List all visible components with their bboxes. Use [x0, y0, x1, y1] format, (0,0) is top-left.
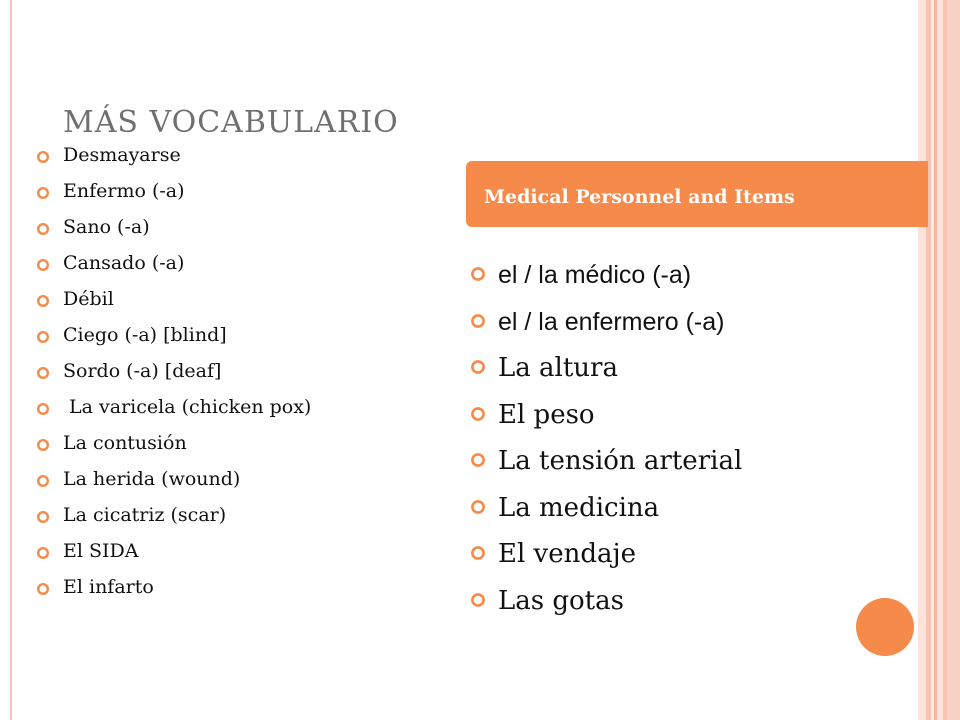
- list-item: Cansado (-a): [36, 248, 436, 284]
- list-item: el / la médico (-a): [470, 252, 920, 299]
- left-decor-line: [10, 0, 12, 720]
- ring-bullet-icon: [36, 222, 50, 236]
- list-item: Sordo (-a) [deaf]: [36, 356, 436, 392]
- ring-bullet-icon: [470, 545, 486, 561]
- ring-bullet-icon: [470, 313, 486, 329]
- list-item: Débil: [36, 284, 436, 320]
- list-item: El vendaje: [470, 531, 920, 578]
- ring-bullet-icon: [36, 258, 50, 272]
- ring-bullet-icon: [36, 366, 50, 380]
- ring-bullet-icon: [470, 359, 486, 375]
- list-item: La cicatriz (scar): [36, 500, 436, 536]
- ring-bullet-icon: [36, 294, 50, 308]
- ring-bullet-icon: [36, 474, 50, 488]
- ring-bullet-icon: [36, 186, 50, 200]
- ring-bullet-icon: [36, 582, 50, 596]
- list-item: La varicela (chicken pox): [36, 392, 436, 428]
- list-item: el / la enfermero (-a): [470, 299, 920, 346]
- ring-bullet-icon: [470, 499, 486, 515]
- ring-bullet-icon: [470, 452, 486, 468]
- list-item: La medicina: [470, 485, 920, 532]
- list-item: El SIDA: [36, 536, 436, 572]
- slide-title: MÁS VOCABULARIO: [63, 105, 399, 140]
- ring-bullet-icon: [470, 592, 486, 608]
- list-item: La tensión arterial: [470, 438, 920, 485]
- ring-bullet-icon: [36, 330, 50, 344]
- list-item: Enfermo (-a): [36, 176, 436, 212]
- right-vocab-list: [470, 252, 920, 624]
- list-item: El infarto: [36, 572, 436, 608]
- decorative-circle: [856, 598, 914, 656]
- section-header-bar: Medical Personnel and Items: [466, 161, 928, 227]
- list-item: Desmayarse: [36, 140, 436, 176]
- ring-bullet-icon: [36, 150, 50, 164]
- list-item: Sano (-a): [36, 212, 436, 248]
- left-vocab-list: [36, 140, 436, 608]
- list-item: La altura: [470, 345, 920, 392]
- ring-bullet-icon: [36, 510, 50, 524]
- ring-bullet-icon: [36, 402, 50, 416]
- ring-bullet-icon: [36, 546, 50, 560]
- list-item: La contusión: [36, 428, 436, 464]
- ring-bullet-icon: [36, 438, 50, 452]
- list-item: La herida (wound): [36, 464, 436, 500]
- list-item: Las gotas: [470, 578, 920, 625]
- list-item: El peso: [470, 392, 920, 439]
- ring-bullet-icon: [470, 406, 486, 422]
- list-item: Ciego (-a) [blind]: [36, 320, 436, 356]
- ring-bullet-icon: [470, 266, 486, 282]
